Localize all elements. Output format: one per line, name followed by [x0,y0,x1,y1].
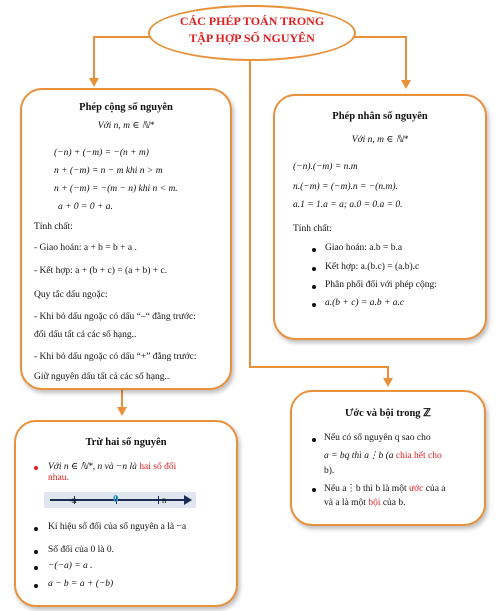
multiplication-props-title: Tính chất: [293,224,332,234]
divisibility-box [290,390,486,526]
subtraction-item-2: Số đối của 0 là 0. [48,545,114,555]
multiplication-prop-4: a.(b + c) = a.b + a.c [325,298,405,308]
multiplication-box [273,94,487,340]
addition-rule-1: (−n) + (−m) = −(n + m) [54,148,149,158]
arrow-to-divisibility [383,378,393,387]
subtraction-intro-red: hai số đối [139,462,177,472]
bullet-dot [312,488,316,492]
addition-paren-1: - Khi bỏ dấu ngoặc có dấu “–“ đằng trước: [34,312,196,322]
bullet-dot [312,438,316,442]
multiplication-rule-3: a.1 = 1.a = a; a.0 = 0.a = 0. [293,200,403,210]
divisibility-line-4-tail: của a [423,484,446,494]
header-title-line1: CÁC PHÉP TOÁN TRONG [179,14,325,28]
addition-rule-3: n + (−m) = −(m − n) khi n < m. [54,184,178,194]
connector-right-v [405,36,407,82]
arrow-to-multiplication [401,80,411,89]
addition-box [20,88,232,390]
divisibility-line-4 [324,483,446,494]
subtraction-intro [48,461,176,472]
divisibility-divisor-red: ước [408,484,424,494]
connector-center-h [249,366,389,368]
connector-bottom-v [121,390,123,408]
subtraction-intro-red-2: nhau. [48,473,69,483]
addition-props-title: Tính chất: [34,222,73,232]
divisibility-line-3: b). [324,466,335,476]
subtraction-item-4: a − b = a + (−b) [48,579,114,589]
addition-rule-4: a + 0 = 0 + a. [58,202,113,212]
multiplication-prop-1: Giao hoán: a.b = b.a [325,243,403,253]
subtraction-intro-text: Với n ∈ ℕ*, n và −n là [48,462,140,472]
bullet-dot [34,566,38,570]
connector-center-v [249,58,251,368]
subtraction-item-1: Kí hiệu số đối của số nguyên a là −a [48,522,187,532]
bullet-dot [312,303,316,307]
tick-pos [158,496,159,504]
divisibility-divides-red: chia hết cho [395,451,442,461]
subtraction-title: Trừ hai số nguyên [85,437,167,448]
addition-domain: Với n, m ∈ ℕ* [97,121,155,131]
axis-label-pos: n [162,495,167,505]
bullet-dot [34,527,38,531]
addition-paren-3: - Khi bỏ dấu ngoặc có dấu “+” đằng trước: [34,352,197,362]
bullet-dot [312,267,316,271]
bullet-dot [312,248,316,252]
connector-left-v [93,36,95,80]
divisibility-line-4-text: Nếu a⋮b thì b là một [324,484,409,494]
addition-rule-2: n + (−m) = n − m khi n > m [54,166,163,176]
subtraction-item-3: −(−a) = a . [48,561,93,571]
addition-prop-1: - Giao hoán: a + b = b + a . [34,243,137,253]
divisibility-line-5 [324,498,406,508]
subtraction-box [14,420,238,607]
divisibility-multiple-red: bội [368,498,381,508]
number-line-arrow-icon [184,495,192,505]
axis-label-zero: 0 [113,493,119,505]
divisibility-title: Ước và bội trong ℤ [345,408,431,419]
arrow-to-addition [89,78,99,87]
axis-label-neg: -n [69,495,77,505]
bullet-dot [34,584,38,588]
addition-title: Phép cộng số nguyên [79,102,173,113]
addition-paren-2: đổi dấu tất cả các số hạng.. [34,330,137,340]
bullet-dot [312,285,316,289]
number-line [44,492,196,508]
multiplication-prop-2: Kết hợp: a.(b.c) = (a.b).c [325,262,420,272]
header-title-line2: TẬP HỢP SỐ NGUYÊN [189,31,315,45]
addition-paren-title: Quy tắc dấu ngoặc: [34,290,108,300]
divisibility-line-2 [324,450,442,461]
addition-paren-4: Giữ nguyên dấu tất cả các số hạng.. [34,372,170,382]
multiplication-title: Phép nhân số nguyên [332,111,428,122]
multiplication-domain: Với n, m ∈ ℕ* [351,135,409,145]
divisibility-line-5-tail: của b. [380,498,406,508]
multiplication-prop-3: Phân phối đối với phép cộng: [325,280,437,290]
divisibility-line-1: Nếu có số nguyên q sao cho [324,433,431,443]
bullet-dot [34,550,38,554]
divisibility-line-5-text: và a là một [324,498,369,508]
connector-left-h [93,36,153,38]
arrow-to-subtraction [117,407,127,416]
multiplication-rule-1: (−n).(−m) = n.m [293,162,358,172]
multiplication-rule-2: n.(−m) = (−m).n = −(n.m). [293,182,398,192]
addition-prop-2: - Kết hợp: a + (b + c) = (a + b) + c. [34,266,168,276]
bullet-dot-red [34,466,38,470]
divisibility-line-2-text: a = bq thì a⋮b (a [324,451,396,461]
